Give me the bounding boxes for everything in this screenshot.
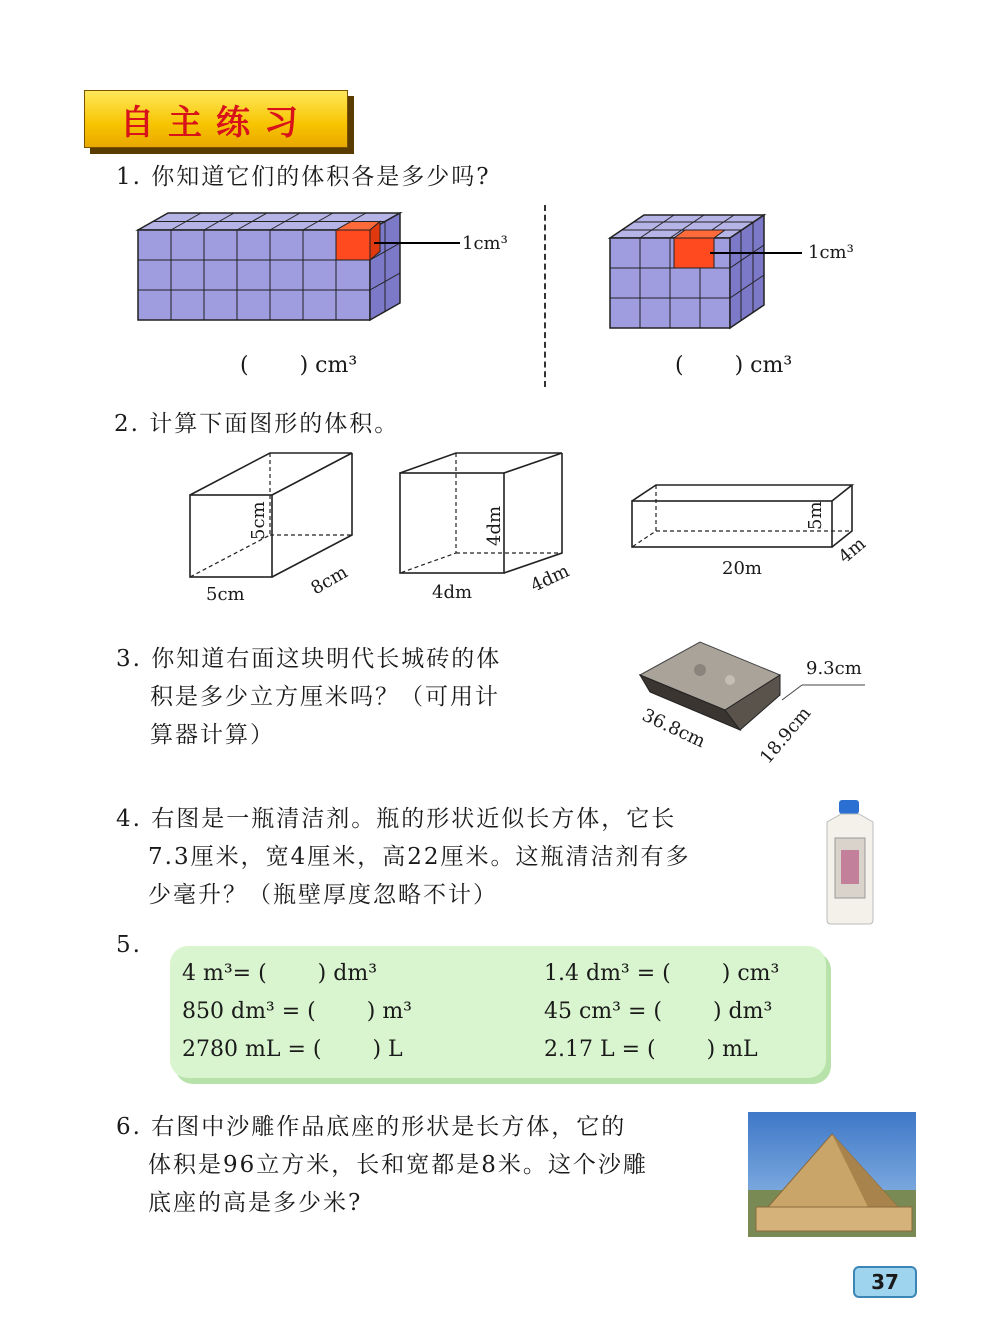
sand-sculpture-image — [748, 1112, 916, 1237]
question-2-text: 2. 计算下面图形的体积。 — [114, 411, 400, 437]
section-title-banner — [84, 90, 348, 148]
brick-height-label: 9.3cm — [806, 658, 862, 679]
question-6-text — [116, 1108, 648, 1222]
question-4-text — [116, 800, 690, 914]
q5-eq-6: 2.17 L = ( ) mL — [544, 1037, 758, 1062]
q2-box3-width: 20m — [722, 558, 762, 579]
question-1-text: 1. 你知道它们的体积各是多少吗? — [116, 164, 491, 190]
q1-cube-stack-right — [600, 205, 860, 335]
q1-unit-label-left: 1cm³ — [462, 233, 508, 254]
cleaner-bottle-image — [815, 798, 885, 928]
q5-eq-4: 45 cm³ = ( ) dm³ — [544, 999, 773, 1024]
q2-box2-height: 4dm — [484, 505, 505, 546]
q2-box2-width: 4dm — [432, 582, 473, 603]
q4-line-1: 4. 右图是一瓶清洁剂。瓶的形状近似长方体，它长 — [116, 806, 677, 832]
q3-line-3: 算器计算） — [150, 722, 275, 748]
q3-line-2: 积是多少立方厘米吗？（可用计 — [150, 684, 500, 710]
q4-line-2: 7.3厘米，宽4厘米，高22厘米。这瓶清洁剂有多 — [148, 844, 691, 870]
q2-box1-depth: 8cm — [307, 561, 352, 600]
question-5-label: 5. — [116, 932, 142, 958]
q2-box3-depth: 4m — [834, 533, 870, 568]
q2-box3-height: 5m — [805, 501, 826, 530]
q4-line-3: 少毫升？（瓶壁厚度忽略不计） — [148, 882, 498, 908]
q2-box1-width: 5cm — [206, 584, 245, 605]
q2-box2-depth: 4dm — [527, 560, 573, 597]
q5-eq-2: 1.4 dm³ = ( ) cm³ — [544, 961, 780, 986]
question-3-text — [116, 640, 501, 754]
q1-answer-left: ( ) cm³ — [240, 353, 358, 378]
q1-unit-label-right: 1cm³ — [808, 242, 854, 263]
q1-divider — [544, 205, 546, 387]
q6-line-3: 底座的高是多少米? — [148, 1190, 363, 1216]
page-number: 37 — [853, 1266, 917, 1298]
q6-line-1: 6. 右图中沙雕作品底座的形状是长方体，它的 — [116, 1114, 627, 1140]
q5-eq-5: 2780 mL = ( ) L — [182, 1037, 403, 1062]
section-title: 自主练习 — [120, 102, 312, 143]
q6-line-2: 体积是96立方米，长和宽都是8米。这个沙雕 — [148, 1152, 648, 1178]
q1-cube-stack-left — [130, 205, 550, 335]
q3-line-1: 3. 你知道右面这块明代长城砖的体 — [116, 646, 502, 672]
q5-conversion-panel — [170, 946, 826, 1078]
q1-answer-right: ( ) cm³ — [675, 353, 793, 378]
q5-eq-1: 4 m³= ( ) dm³ — [182, 961, 378, 986]
q2-box1-height: 5cm — [248, 501, 269, 540]
brick-width-label: 18.9cm — [755, 702, 816, 769]
q5-eq-3: 850 dm³ = ( ) m³ — [182, 999, 413, 1024]
brick-length-label: 36.8cm — [638, 704, 709, 753]
